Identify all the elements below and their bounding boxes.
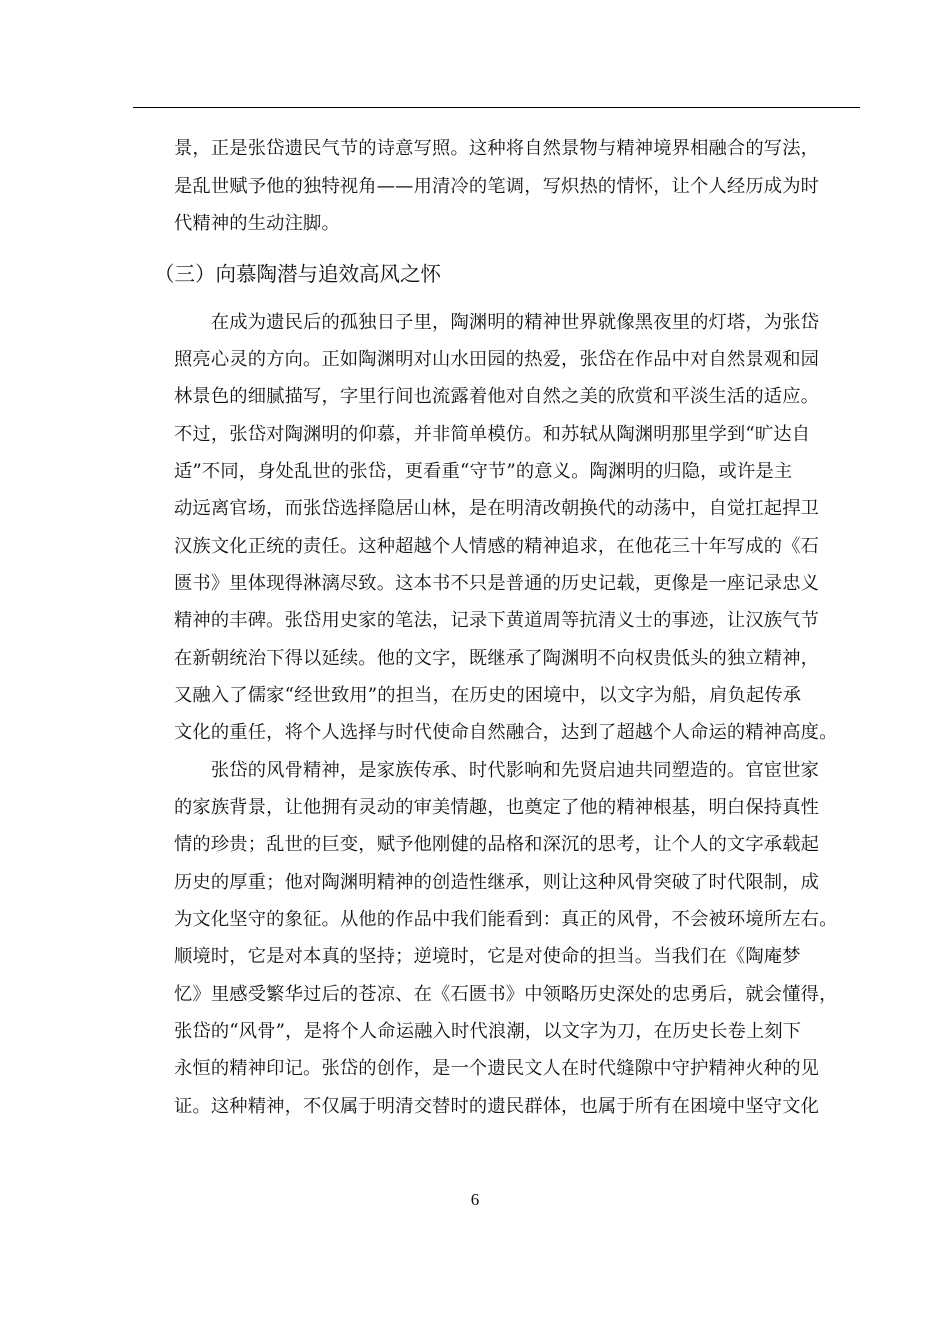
section-heading: （三）向慕陶潜与追效高风之怀 [154, 262, 441, 286]
page-number: 6 [470, 1190, 480, 1209]
paragraph-line: 张岱的“风骨”，是将个人命运融入时代浪潮，以文字为刀，在历史长卷上刻下 [174, 1021, 802, 1042]
paragraph-line: 的家族背景，让他拥有灵动的审美情趣，也奠定了他的精神根基，明白保持真性 [174, 797, 820, 818]
paragraph-line: 文化的重任，将个人选择与时代使命自然融合，达到了超越个人命运的精神高度。 [174, 722, 838, 743]
paragraph-line: 又融入了儒家“经世致用”的担当，在历史的困境中，以文字为船，肩负起传承 [174, 685, 802, 706]
paragraph-line: 永恒的精神印记。张岱的创作，是一个遗民文人在时代缝隙中守护精神火种的见 [174, 1058, 820, 1079]
paragraph-line: 为文化坚守的象征。从他的作品中我们能看到：真正的风骨，不会被环境所左右。 [174, 909, 838, 930]
paragraph-line: 精神的丰碑。张岱用史家的笔法，记录下黄道周等抗清义士的事迹，让汉族气节 [174, 610, 820, 631]
paragraph-line: 景，正是张岱遗民气节的诗意写照。这种将自然景物与精神境界相融合的写法， [174, 138, 820, 159]
paragraph-line: 情的珍贵；乱世的巨变，赋予他刚健的品格和深沉的思考，让个人的文字承载起 [174, 834, 820, 855]
paragraph-line: 是乱世赋予他的独特视角——用清冷的笔调，写炽热的情怀，让个人经历成为时 [174, 176, 820, 197]
paragraph-line: 历史的厚重；他对陶渊明精神的创造性继承，则让这种风骨突破了时代限制，成 [174, 872, 820, 893]
paragraph-line: 适”不同，身处乱世的张岱，更看重“守节”的意义。陶渊明的归隐，或许是主 [174, 461, 793, 482]
paragraph-line: 证。这种精神，不仅属于明清交替时的遗民群体，也属于所有在困境中坚守文化 [174, 1096, 820, 1117]
paragraph-line: 顺境时，它是对本真的坚持；逆境时，它是对使命的担当。当我们在《陶庵梦 [174, 946, 801, 967]
paragraph-line: 林景色的细腻描写，字里行间也流露着他对自然之美的欣赏和平淡生活的适应。 [174, 386, 820, 407]
paragraph-line: 忆》里感受繁华过后的苍凉、在《石匮书》中领略历史深处的忠勇后，就会懂得， [174, 984, 838, 1005]
paragraph-line: 照亮心灵的方向。正如陶渊明对山水田园的热爱，张岱在作品中对自然景观和园 [174, 349, 820, 370]
paragraph-line: 在新朝统治下得以延续。他的文字，既继承了陶渊明不向权贵低头的独立精神， [174, 648, 820, 669]
paragraph-line: 匮书》里体现得淋漓尽致。这本书不只是普通的历史记载，更像是一座记录忠义 [174, 573, 820, 594]
paragraph-line: 不过，张岱对陶渊明的仰慕，并非简单模仿。和苏轼从陶渊明那里学到“旷达自 [174, 424, 811, 445]
paragraph-line: 代精神的生动注脚。 [174, 213, 340, 234]
paragraph-line: 汉族文化正统的责任。这种超越个人情感的精神追求，在他花三十年写成的《石 [174, 536, 820, 557]
paragraph-line: 在成为遗民后的孤独日子里，陶渊明的精神世界就像黑夜里的灯塔，为张岱 [174, 312, 820, 333]
header-rule [133, 107, 860, 108]
paragraph-line: 动远离官场，而张岱选择隐居山林，是在明清改朝换代的动荡中，自觉扛起捍卫 [174, 498, 820, 519]
paragraph-line: 张岱的风骨精神，是家族传承、时代影响和先贤启迪共同塑造的。官宦世家 [174, 760, 820, 781]
